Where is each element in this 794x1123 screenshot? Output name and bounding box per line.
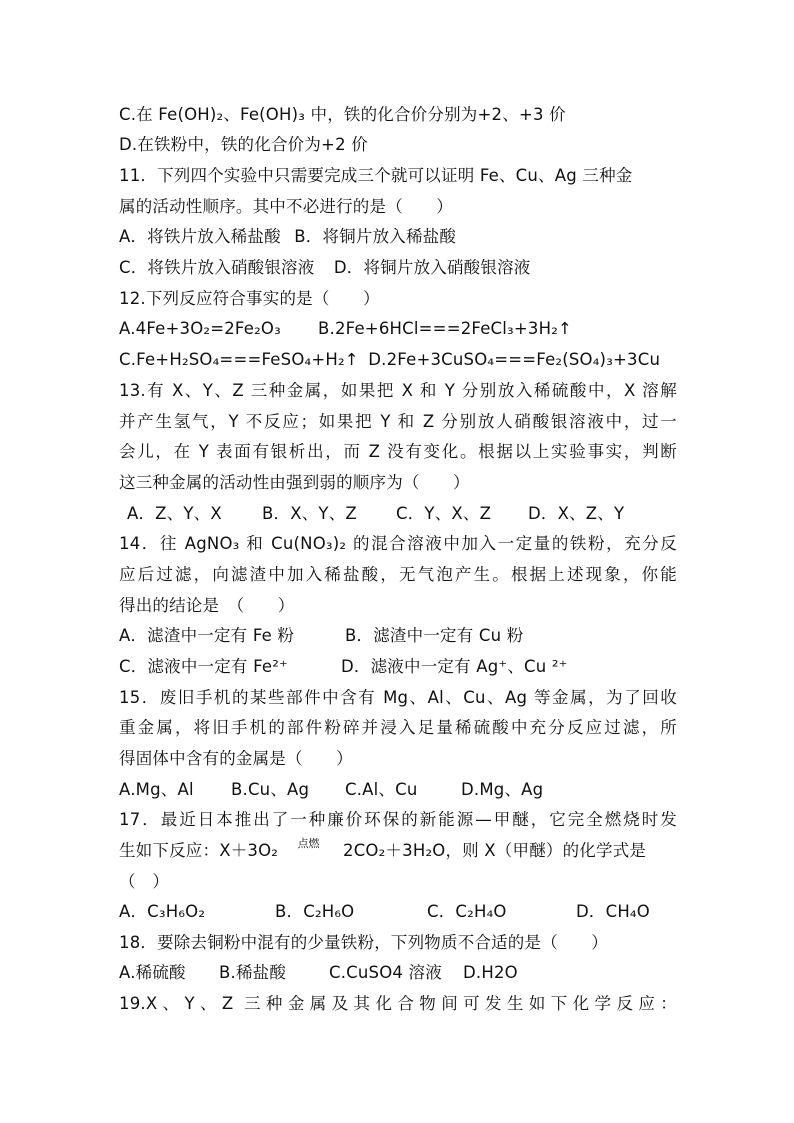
q15-option-d: D.Mg、Ag bbox=[461, 780, 544, 799]
q13-option-d: D．X、Z、Y bbox=[528, 504, 625, 523]
q12-options-ab bbox=[119, 318, 573, 340]
q15-option-a: A.Mg、Al bbox=[119, 780, 194, 799]
q18-option-b: B.稀盐酸 bbox=[219, 963, 287, 982]
q17-stem-line3: （ ） bbox=[119, 872, 170, 891]
q15-option-c: C.Al、Cu bbox=[345, 780, 418, 799]
q12-option-b: B.2Fe+6HCl===2FeCl₃+3H₂↑ bbox=[318, 319, 573, 338]
q11-stem-line1: 11．下列四个实验中只需要完成三个就可以证明 Fe、Cu、Ag 三种金 bbox=[119, 166, 633, 185]
q18-option-c: C.CuSO4 溶液 bbox=[329, 963, 442, 982]
q15-stem-line3: 得固体中含有的金属是（ ） bbox=[119, 749, 353, 768]
q17-equation-right: 2CO₂＋3H₂O，则 X（甲醚）的化学式是 bbox=[343, 841, 647, 860]
q14-option-a: A．滤渣中一定有 Fe 粉 bbox=[119, 626, 295, 645]
q12-option-a: A.4Fe+3O₂=2Fe₂O₃ bbox=[119, 319, 281, 338]
q13-stem-line2: 并产生氢气，Y 不反应；如果把 Y 和 Z 分别放人硝酸银溶液中，过一 bbox=[119, 412, 677, 431]
q13-option-c: C．Y、X、Z bbox=[396, 504, 492, 523]
q17-option-d: D．CH₄O bbox=[576, 902, 650, 921]
q11-options-cd bbox=[119, 257, 530, 279]
q18-stem: 18．要除去铜粉中混有的少量铁粉，下列物质不合适的是（ ） bbox=[119, 933, 608, 952]
q12-stem: 12.下列反应符合事实的是（ ） bbox=[119, 289, 380, 308]
q10-option-d: D.在铁粉中，铁的化合价为+2 价 bbox=[119, 135, 368, 154]
q18-options bbox=[119, 962, 518, 984]
q12-option-c: C.Fe+H₂SO₄===FeSO₄+H₂↑ bbox=[119, 350, 359, 369]
q13-options bbox=[127, 503, 625, 525]
q11-stem-line2: 属的活动性顺序。其中不必进行的是（ ） bbox=[119, 197, 453, 216]
q11-option-d: D．将铜片放入硝酸银溶液 bbox=[333, 258, 531, 277]
q12-options-cd bbox=[119, 349, 660, 371]
q13-stem-line3: 会儿，在 Y 表面有银析出，而 Z 没有变化。根据以上实验事实，判断 bbox=[119, 442, 677, 461]
q14-options-cd bbox=[119, 656, 568, 678]
q11-option-b: B．将铜片放入稀盐酸 bbox=[294, 227, 457, 246]
q15-stem-line1: 15．废旧手机的某些部件中含有 Mg、Al、Cu、Ag 等金属，为了回收 bbox=[119, 688, 677, 707]
q18-option-d: D.H2O bbox=[463, 963, 518, 982]
q14-option-c: C．滤液中一定有 Fe²⁺ bbox=[119, 657, 288, 676]
q15-stem-line2: 重金属，将旧手机的部件粉碎并浸入足量稀硫酸中充分反应过滤，所 bbox=[119, 718, 677, 737]
q12-option-d: D.2Fe+3CuSO₄===Fe₂(SO₄)₃+3Cu bbox=[368, 350, 661, 369]
q19-stem: 19.X、Y、Z 三种金属及其化合物间可发生如下化学反应： bbox=[119, 994, 677, 1013]
q14-option-d: D．滤液中一定有 Ag⁺、Cu ²⁺ bbox=[341, 657, 568, 676]
q13-option-a: A．Z、Y、X bbox=[127, 504, 222, 523]
q14-stem-line1: 14．往 AgNO₃ 和 Cu(NO₃)₂ 的混合溶液中加入一定量的铁粉，充分反 bbox=[119, 534, 677, 553]
q13-option-b: B．X、Y、Z bbox=[262, 504, 357, 523]
q15-option-b: B.Cu、Ag bbox=[231, 780, 310, 799]
q11-option-a: A．将铁片放入稀盐酸 bbox=[119, 227, 281, 246]
q17-option-a: A．C₃H₆O₂ bbox=[119, 902, 206, 921]
q17-option-b: B．C₂H₆O bbox=[275, 902, 355, 921]
q10-option-c: C.在 Fe(OH)₂、Fe(OH)₃ 中，铁的化合价分别为+2、+3 价 bbox=[119, 105, 566, 124]
q13-stem-line1: 13.有 X、Y、Z 三种金属，如果把 X 和 Y 分别放入稀硫酸中，X 溶解 bbox=[119, 381, 677, 400]
q17-equation-left: 生如下反应：X＋3O₂ bbox=[119, 841, 279, 860]
q14-stem-line2: 应后过滤，向滤渣中加入稀盐酸，无气泡产生。根据上述现象，你能 bbox=[119, 565, 677, 584]
q17-stem-line2 bbox=[119, 837, 647, 862]
q14-options-ab bbox=[119, 625, 524, 647]
q17-option-c: C．C₂H₄O bbox=[427, 902, 507, 921]
q13-stem-line4: 这三种金属的活动性由强到弱的顺序为（ ） bbox=[119, 473, 470, 492]
q14-stem-line3: 得出的结论是 （ ） bbox=[119, 596, 295, 615]
q18-option-a: A.稀硫酸 bbox=[119, 963, 186, 982]
q15-options bbox=[119, 779, 544, 801]
q14-option-b: B．滤渣中一定有 Cu 粉 bbox=[345, 626, 524, 645]
q17-options bbox=[119, 901, 650, 923]
q17-stem-line1: 17．最近日本推出了一种廉价环保的新能源—甲醚，它完全燃烧时发 bbox=[119, 810, 677, 829]
q11-options-ab bbox=[119, 226, 456, 248]
q11-option-c: C．将铁片放入硝酸银溶液 bbox=[119, 258, 315, 277]
q17-reaction-condition: 点燃 bbox=[297, 837, 320, 850]
